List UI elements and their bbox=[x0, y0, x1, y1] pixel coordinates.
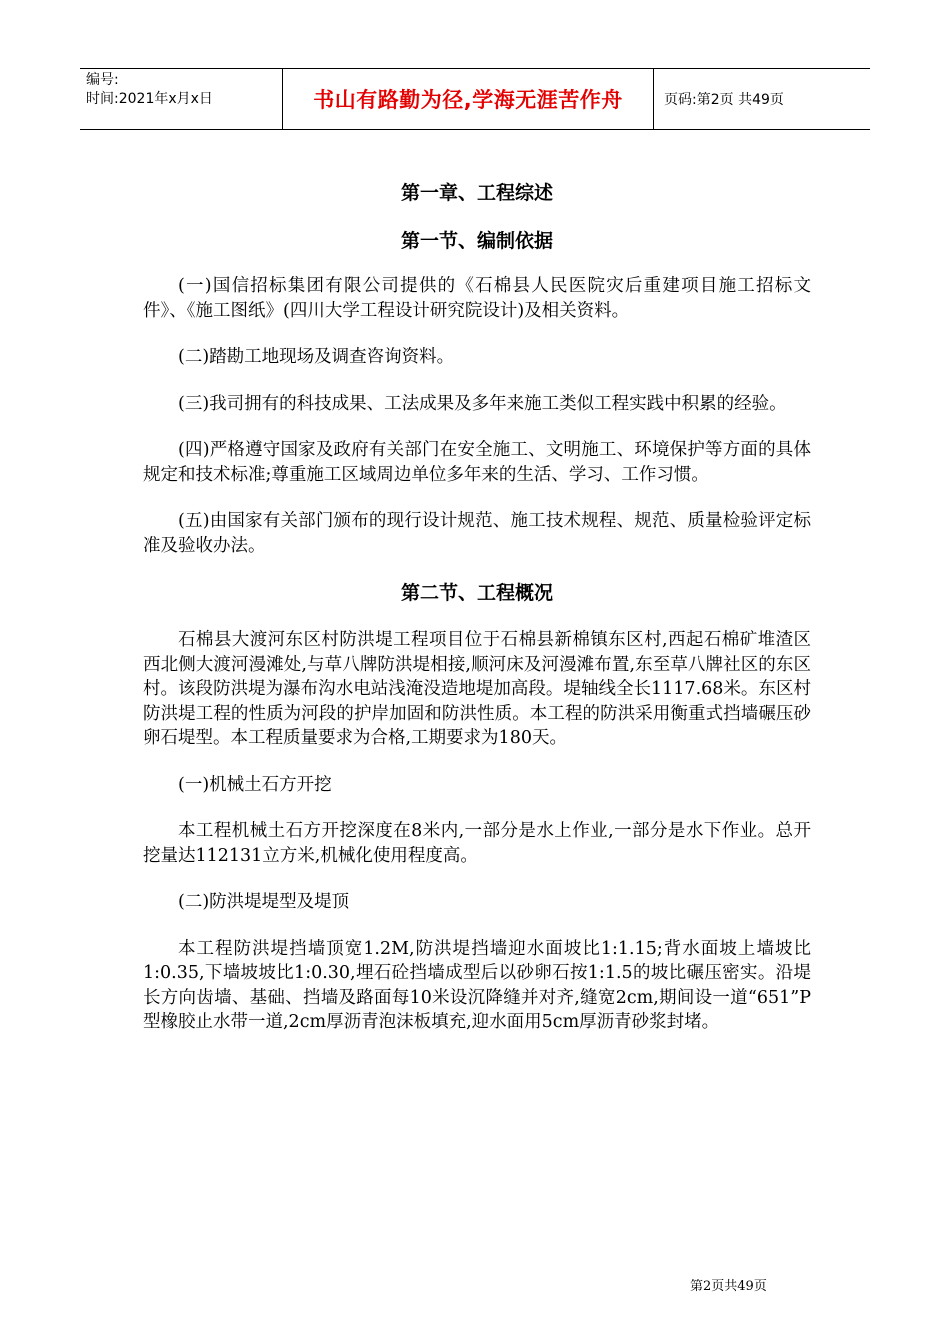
paragraph: 本工程机械土石方开挖深度在8米内,一部分是水上作业,一部分是水下作业。总开挖量达112131立方米,机械化使用程度高。 bbox=[143, 821, 811, 866]
chapter-title: 第一章、工程综述 bbox=[400, 182, 553, 204]
page-header bbox=[80, 68, 870, 130]
page-footer: 第2页共49页 bbox=[690, 1279, 767, 1294]
header-page-info: 页码:第2页 共49页 bbox=[664, 92, 784, 108]
paragraph: (一)国信招标集团有限公司提供的《石棉县人民医院灾后重建项目施工招标文件》、《施工图纸》(四川大学工程设计研究院设计)及相关资料。 bbox=[143, 276, 811, 321]
subsection-title: (二)防洪堤堤型及堤顶 bbox=[178, 892, 350, 912]
section-title-overview: 第二节、工程概况 bbox=[400, 582, 553, 604]
paragraph: (五)由国家有关部门颁布的现行设计规范、施工技术规程、规范、质量检验评定标准及验收办法。 bbox=[143, 511, 811, 556]
document-body bbox=[143, 170, 811, 1035]
paragraph: 石棉县大渡河东区村防洪堤工程项目位于石棉县新棉镇东区村,西起石棉矿堆渣区西北侧大渡河漫滩处,与草八牌防洪堤相接,顺河床及河漫滩布置,东至草八牌社区的东区村。该段防洪堤为瀑布沟水电站浅淹没造地堤加高段。堤轴线全长1117.68米。东区村防洪堤工程的性质为河段的护岸加固和防洪性质。本工程的防洪采用衡重式挡墙碾压砂卵石堤型。本工程质量要求为合格,工期要求为180天。 bbox=[143, 630, 811, 748]
subsection-title: (一)机械土石方开挖 bbox=[178, 774, 332, 795]
header-motto: 书山有路勤为径,学海无涯苦作舟 bbox=[282, 69, 654, 129]
paragraph: (二)踏勘工地现场及调查咨询资料。 bbox=[178, 347, 455, 367]
paragraph: (三)我司拥有的科技成果、工法成果及多年来施工类似工程实践中积累的经验。 bbox=[178, 393, 787, 414]
document-number-label: 编号: bbox=[86, 72, 119, 88]
header-meta bbox=[80, 69, 282, 129]
document-time: 时间:2021年x月x日 bbox=[86, 91, 213, 107]
section-title-basis: 第一节、编制依据 bbox=[400, 230, 553, 252]
paragraph: (四)严格遵守国家及政府有关部门在安全施工、文明施工、环境保护等方面的具体规定和技术标准;尊重施工区域周边单位多年来的生活、学习、工作习惯。 bbox=[143, 440, 811, 485]
paragraph: 本工程防洪堤挡墙顶宽1.2M,防洪堤挡墙迎水面坡比1:1.15;背水面坡上墙坡比1:0.35,下墙坡坡比1:0.30,埋石砼挡墙成型后以砂卵石按1:1.5的坡比碾压密实。沿堤长方向齿墙、基础、挡墙及路面每10米设沉降缝并对齐,缝宽2cm,期间设一道“651”P型橡胶止水带一道,2cm厚沥青泡沫板填充,迎水面用5cm厚沥青砂浆封堵。 bbox=[143, 938, 811, 1032]
